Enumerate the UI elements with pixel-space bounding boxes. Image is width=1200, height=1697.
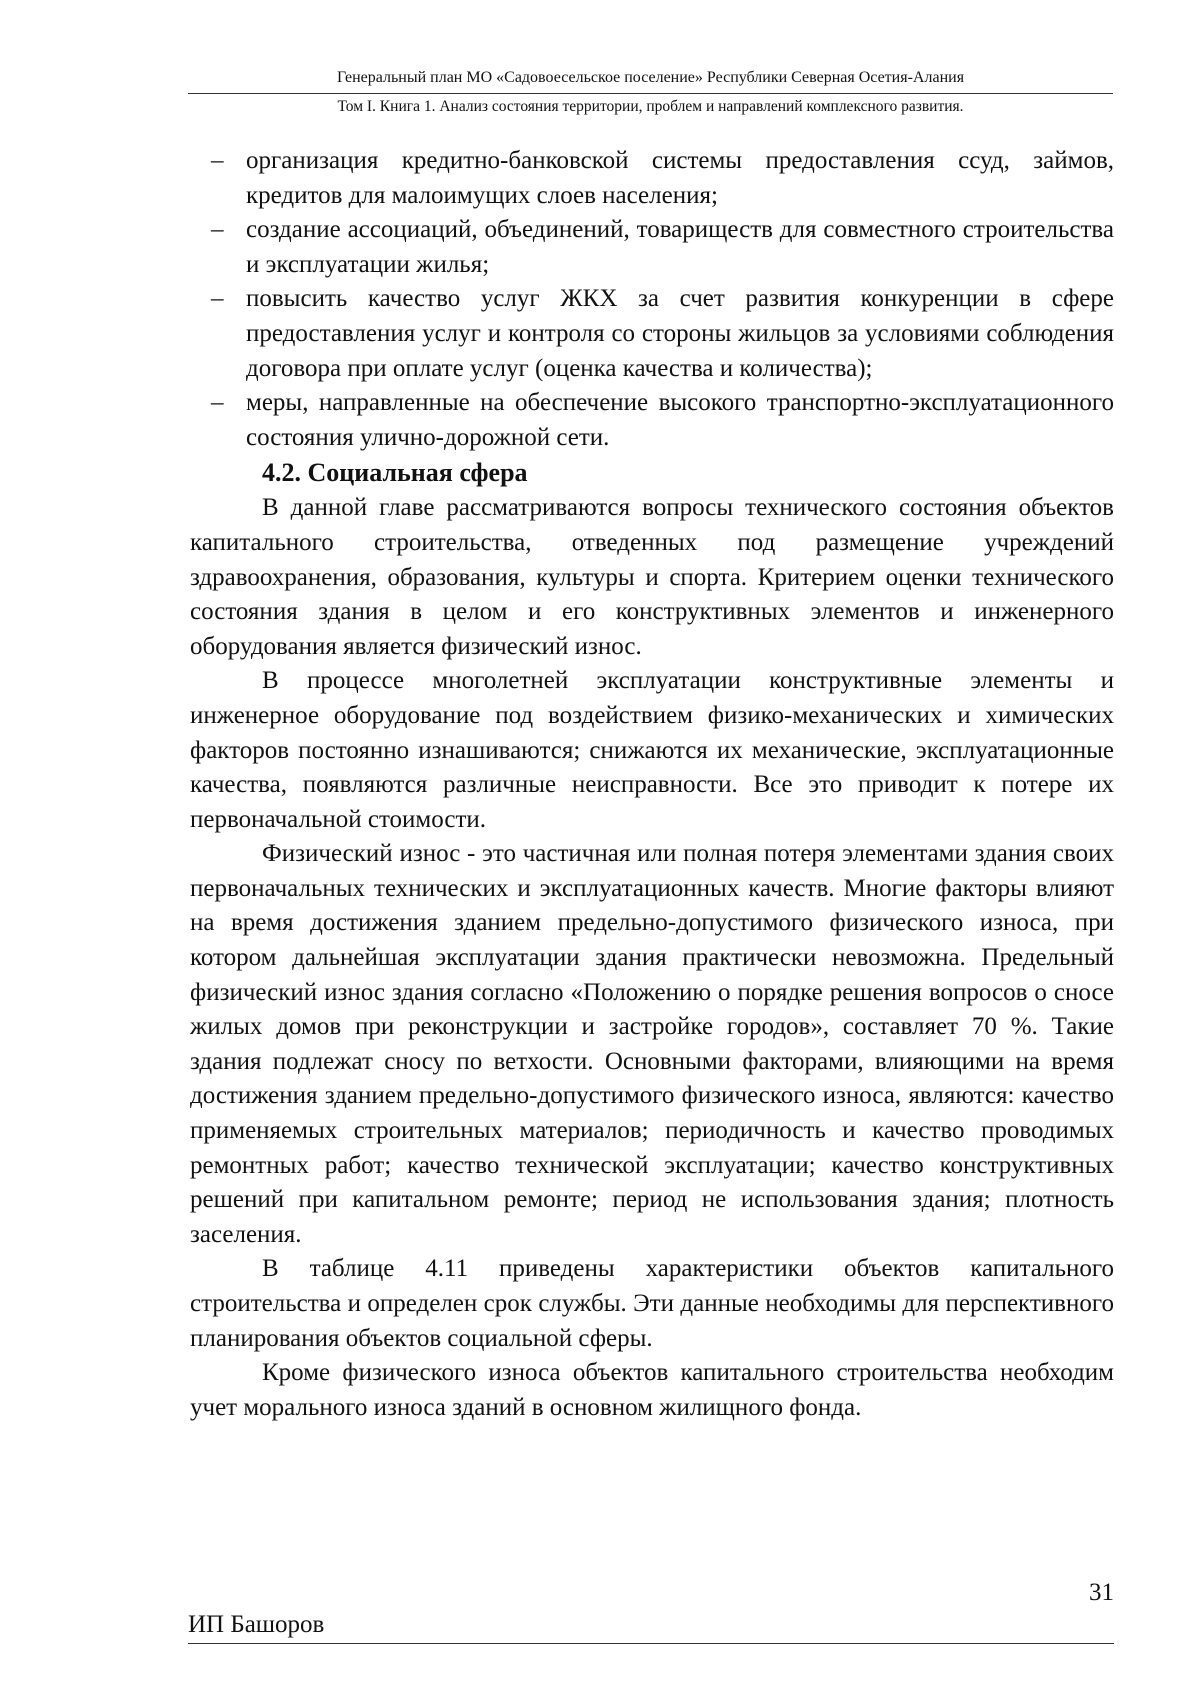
paragraph: В процессе многолетней эксплуатации конструктивные элементы и инженерное оборудование под воздействием физико-механических и химических факторов постоянно изнашиваются; снижаются их механические, эксплуатационные качества, появляются различные неисправности. Все это приводит к потере их первоначальной стоимости.: [190, 667, 1114, 833]
paragraph: В данной главе рассматриваются вопросы технического состояния объектов капитального строительства, отведенных под размещение учреждений здравоохранения, образования, культуры и спорта. Критерием оценки технического состояния здания в целом и его конструктивных элементов и инженерного оборудования является физический износ.: [190, 494, 1114, 660]
list-item-text: меры, направленные на обеспечение высокого транспортно-эксплуатационного состояния улично-дорожной сети.: [246, 389, 1114, 451]
dash-bullet: –: [211, 147, 224, 174]
paragraph: Физический износ - это частичная или полная потеря элементами здания своих первоначальных технических и эксплуатационных качеств. Многие факторы влияют на время достижения зданием предельно-допустимого физического износа, при котором дальнейшая эксплуатации здания практически невозможна. Предельный физический износ здания согласно «Положению о порядке решения вопросов о сносе жилых домов при реконструкции и застройке городов», составляет 70 %. Такие здания подлежат сносу по ветхости. Основными факторами, влияющими на время достижения зданием предельно-допустимого физического износа, являются: качество применяемых строительных материалов; периодичность и качество проводимых ремонтных работ; качество технической эксплуатации; качество конструктивных решений при капитальном ремонте; период не использования здания; плотность заселения.: [190, 840, 1114, 1248]
page-footer: [188, 1610, 1114, 1644]
footer-author: ИП Башоров: [188, 1611, 325, 1638]
list-item: [190, 213, 1114, 282]
header-title: Генеральный план МО «Садовоесельское поселение» Республики Северная Осетия-Алания: [188, 68, 1113, 94]
section-heading: 4.2. Социальная сфера: [262, 458, 528, 488]
paragraph: В таблице 4.11 приведены характеристики объектов капитального строительства и определен срок службы. Эти данные необходимы для перспективного планирования объектов социальной сферы.: [190, 1255, 1114, 1352]
header-subtitle: Том I. Книга 1. Анализ состояния территории, проблем и направлений комплексного развития.: [337, 98, 964, 115]
dash-bullet: –: [211, 216, 224, 244]
dash-bullet: –: [211, 285, 224, 313]
measures-list: [190, 144, 1114, 455]
page-header: [188, 68, 1113, 118]
list-item: [190, 386, 1114, 455]
list-item: [190, 144, 1114, 213]
list-item-text: создание ассоциаций, объединений, товариществ для совместного строительства и эксплуатации жилья;: [246, 216, 1114, 278]
page-number: 31: [1089, 1579, 1114, 1606]
list-item: [190, 282, 1114, 386]
list-item-text: повысить качество услуг ЖКХ за счет развития конкуренции в сфере предоставления услуг и контроля со стороны жильцов за условиями соблюдения договора при оплате услуг (оценка качества и количества);: [246, 285, 1114, 382]
dash-bullet: –: [211, 389, 224, 417]
list-item-text: организация кредитно-банковской системы предоставления ссуд, займов, кредитов для малоимущих слоев населения;: [246, 147, 1114, 209]
paragraph: Кроме физического износа объектов капитального строительства необходим учет морального износа зданий в основном жилищного фонда.: [190, 1359, 1114, 1421]
page-content: [190, 144, 1114, 1425]
